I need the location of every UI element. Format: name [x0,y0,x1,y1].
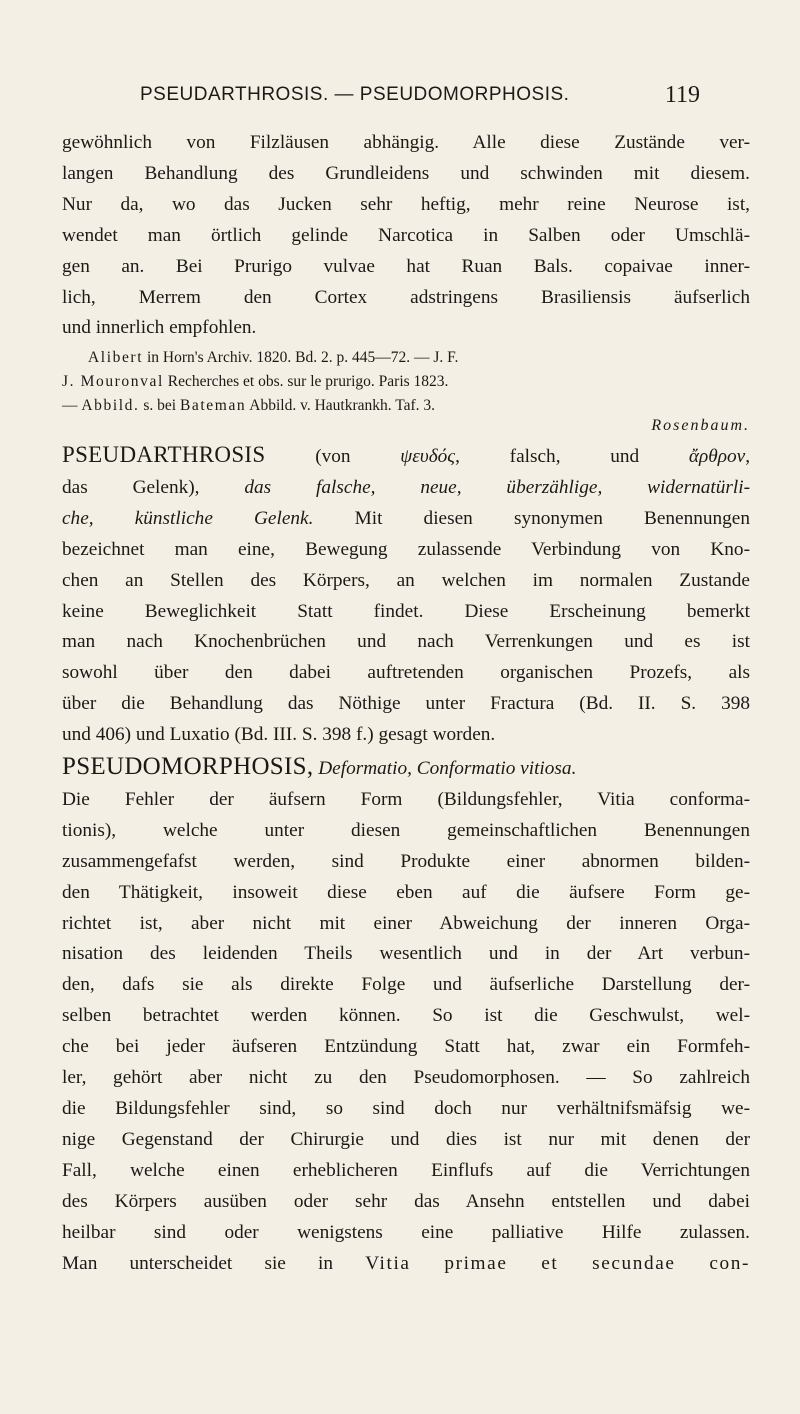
heading-text: (von [265,446,401,467]
headword: PSEUDARTHROSIS [62,442,266,467]
reference-line [62,346,750,370]
text-line: langen Behandlung des Grundleidens und schwinden mit diesem. [62,162,750,184]
text-line: und 406) und Luxatio (Bd. III. S. 398 f.) gesagt worden. [62,724,496,746]
references-block [62,346,750,418]
text-line: bezeichnet man eine, Bewegung zulassende Verbindung von Kno- [62,538,750,560]
reference-dash: — [62,397,82,414]
reference-line [62,370,750,394]
text-line: heilbar sind oder wenigstens eine palliative Hilfe zulassen. [62,1221,750,1243]
text-line: den, dafs sie als direkte Folge und äufserliche Darstellung der- [62,974,750,996]
article-pseudomorphosis [62,752,750,1279]
text-line: Die Fehler der äufsern Form (Bildungsfehler, Vitia conforma- [62,788,750,810]
text-line [62,473,750,504]
text-line: tionis), welche unter diesen gemeinschaftlichen Benennungen [62,819,750,841]
text-line: zusammengefafst werden, sind Produkte einer abnormen bilden- [62,850,750,872]
text-line: nige Gegenstand der Chirurgie und dies ist nur mit denen der [62,1128,750,1150]
text-line: lich, Merrem den Cortex adstringens Brasiliensis äufserlich [62,286,750,308]
text-line [62,1249,750,1280]
greek-term: ψευδός [400,446,456,467]
text-line: selben betrachtet werden können. So ist die Geschwulst, wel- [62,1005,750,1027]
line-text: Mit diesen synonymen Benennungen [313,507,750,529]
author-signature: Rosenbaum. [651,417,750,434]
text-line [62,504,750,535]
greek-term: ἄρθρον [688,446,746,467]
text-line: chen an Stellen des Körpers, an welchen im normalen Zustande [62,569,750,591]
text-line: und innerlich empfohlen. [62,317,257,339]
heading-text: , falsch, und [455,446,689,467]
text-line: die Bildungsfehler sind, so sind doch nur verhältnifsmäfsig we- [62,1097,750,1119]
reference-text: in Horn's Archiv. 1820. Bd. 2. p. 445—72. — J. F. [143,349,459,366]
text-line: man nach Knochenbrüchen und nach Verrenkungen und es ist [62,631,750,653]
article-heading-line [62,752,750,785]
running-title: PSEUDARTHROSIS. — PSEUDOMORPHOSIS. [140,84,570,105]
text-line: sowohl über den dabei auftretenden organischen Prozefs, als [62,662,750,684]
italic-synonyms: che, künstliche Gelenk. [62,507,314,529]
reference-author: Alibert [88,349,144,366]
reference-author: J. Mouronval [62,373,164,390]
italic-synonyms: Deformatio, Conformatio vitiosa. [313,758,577,779]
reference-line [62,394,750,418]
page-number: 119 [664,82,700,108]
spaced-term: Vitia primae et secundae con- [365,1252,750,1274]
heading-text: , [745,446,750,467]
text-line: che bei jeder äufseren Entzündung Statt hat, zwar ein Formfeh- [62,1036,750,1058]
text-line: des Körpers ausüben oder sehr das Ansehn entstellen und dabei [62,1190,750,1212]
text-line: nisation des leidenden Theils wesentlich und in der Art verbun- [62,943,750,965]
headword: PSEUDOMORPHOSIS, [62,753,314,780]
text-line: über die Behandlung das Nöthige unter Fractura (Bd. II. S. 398 [62,693,750,715]
intro-paragraph [62,128,750,344]
running-head [140,84,700,118]
line-text: Man unterscheidet sie in [62,1252,366,1274]
text-line: den Thätigkeit, insoweit diese eben auf die äufsere Form ge- [62,881,750,903]
italic-synonyms: das falsche, neue, überzählige, widernatürli- [244,476,750,498]
reference-text: Recherches et obs. sur le prurigo. Paris 1823. [163,373,449,390]
reference-text: s. bei [139,397,180,414]
text-line: richtet ist, aber nicht mit einer Abweichung der inneren Orga- [62,912,750,934]
text-line: keine Beweglichkeit Statt findet. Diese Erscheinung bemerkt [62,600,750,622]
text-line: Nur da, wo das Jucken sehr heftig, mehr reine Neurose ist, [62,193,750,215]
reference-text: Abbild. v. Hautkrankh. Taf. 3. [246,397,436,414]
text-line: gewöhnlich von Filzläusen abhängig. Alle diese Zustände ver- [62,132,750,153]
article-pseudarthrosis [62,440,750,751]
text-line: gen an. Bei Prurigo vulvae hat Ruan Bals. copaivae inner- [62,255,750,277]
text-line: ler, gehört aber nicht zu den Pseudomorphosen. — So zahlreich [62,1067,750,1089]
line-text: das Gelenk), [62,476,245,498]
reference-abbr: Abbild. [81,397,140,414]
text-line: Fall, welche einen erheblicheren Einflufs auf die Verrichtungen [62,1159,750,1181]
article-heading-line [62,440,750,473]
reference-author: Bateman [179,397,247,414]
text-line: wendet man örtlich gelinde Narcotica in Salben oder Umschlä- [62,224,750,246]
